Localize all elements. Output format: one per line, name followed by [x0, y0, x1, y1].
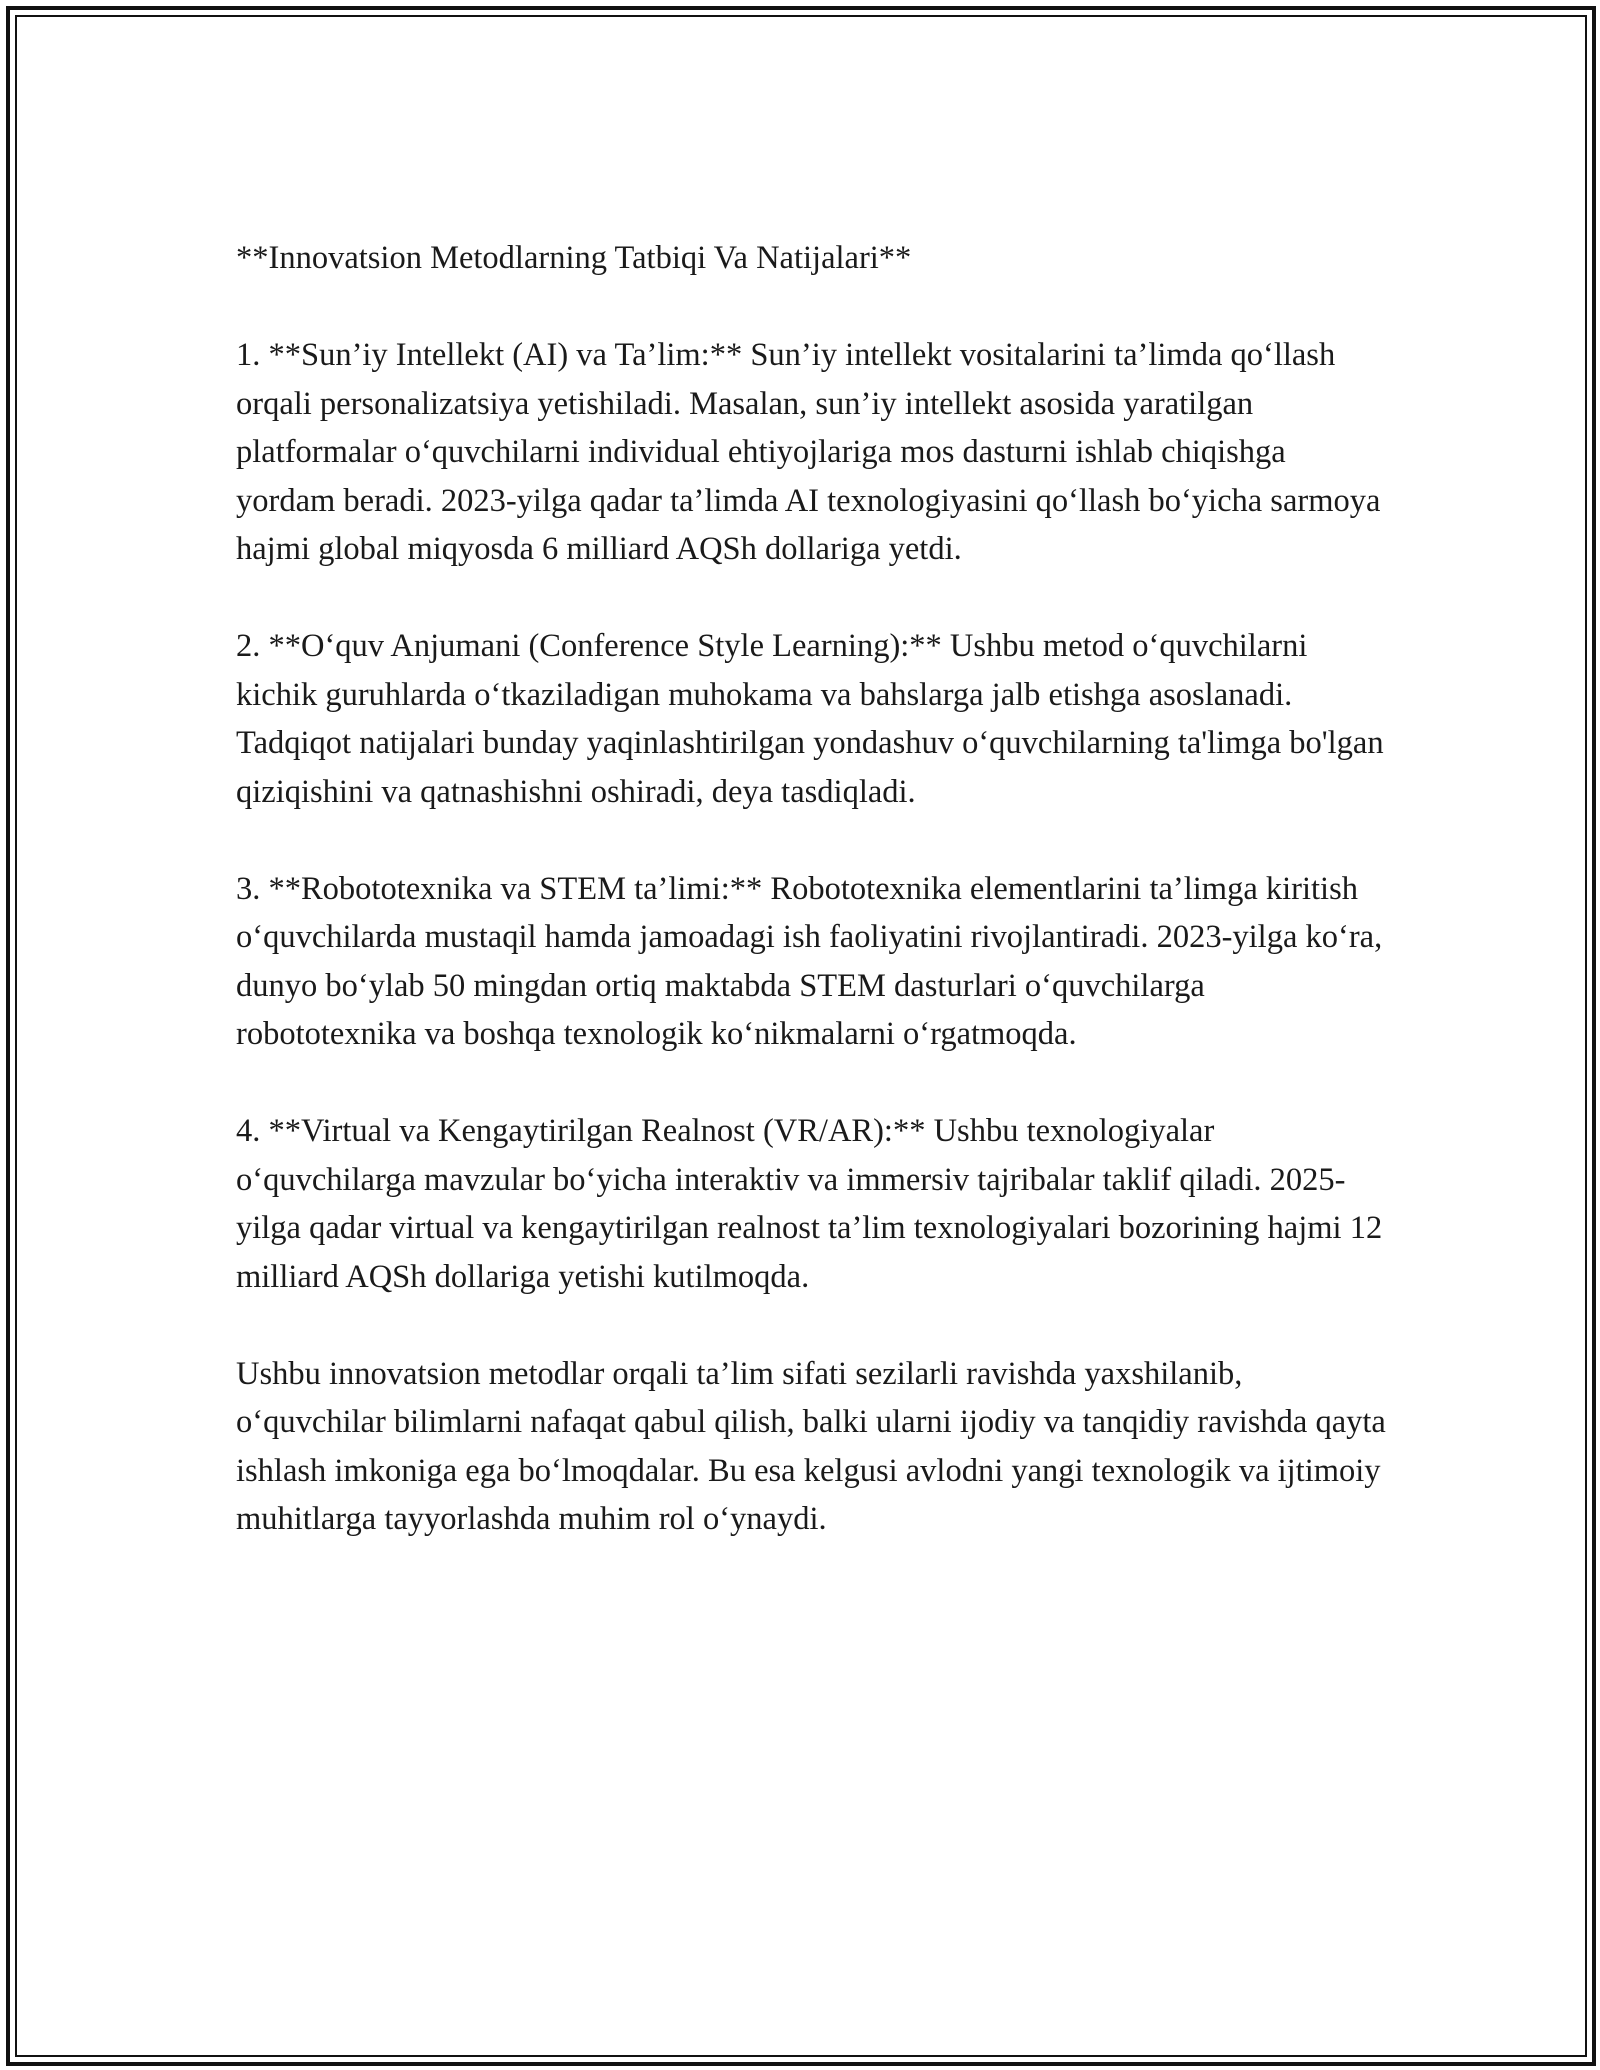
- paragraph-robotics-stem: 3. **Robototexnika va STEM ta’limi:** Robototexnika elementlarini ta’limga kiritish o‘quvchilarda mustaqil hamda jamoadagi ish faoliyatini rivojlantiradi. 2023-yilga ko‘ra, dunyo bo‘ylab 50 mingdan ortiq maktabda STEM dasturlari o‘quvchilarga robototexnika va boshqa texnologik ko‘nikmalarni o‘rgatmoqda.: [236, 870, 1383, 1052]
- paragraph-conclusion: Ushbu innovatsion metodlar orqali ta’lim sifati sezilarli ravishda yaxshilanib, o‘quvchilar bilimlarni nafaqat qabul qilish, balki ularni ijodiy va tanqidiy ravishda qayta ishlash imkoniga ega bo‘lmoqdalar. Bu esa kelgusi avlodni yangi texnologik va ijtimoiy muhitlarga tayyorlashda muhim rol o‘ynaydi.: [236, 1355, 1386, 1537]
- document-title: **Innovatsion Metodlarning Tatbiqi Va Natijalari**: [236, 240, 912, 276]
- document-body: [236, 234, 1386, 1544]
- paragraph-vr-ar: 4. **Virtual va Kengaytirilgan Realnost (VR/AR):** Ushbu texnologiyalar o‘quvchilarga mavzular bo‘yicha interaktiv va immersiv tajribalar taklif qiladi. 2025-yilga qadar virtual va kengaytirilgan realnost ta’lim texnologiyalari bozorining hajmi 12 milliard AQSh dollariga yetishi kutilmoqda.: [236, 1113, 1383, 1295]
- paragraph-ai-education: 1. **Sun’iy Intellekt (AI) va Ta’lim:** Sun’iy intellekt vositalarini ta’limda qo‘llash orqali personalizatsiya yetishiladi. Masalan, sun’iy intellekt asosida yaratilgan platformalar o‘quvchilarni individual ehtiyojlariga mos dasturni ishlab chiqishga yordam beradi. 2023-yilga qadar ta’limda AI texnologiyasini qo‘llash bo‘yicha sarmoya hajmi global miqyosda 6 milliard AQSh dollariga yetdi.: [236, 337, 1381, 567]
- paragraph-conference-learning: 2. **O‘quv Anjumani (Conference Style Learning):** Ushbu metod o‘quvchilarni kichik guruhlarda o‘tkaziladigan muhokama va bahslarga jalb etishga asoslanadi. Tadqiqot natijalari bunday yaqinlashtirilgan yondashuv o‘quvchilarning ta'limga bo'lgan qiziqishini va qatnashishni oshiradi, deya tasdiqladi.: [236, 628, 1384, 810]
